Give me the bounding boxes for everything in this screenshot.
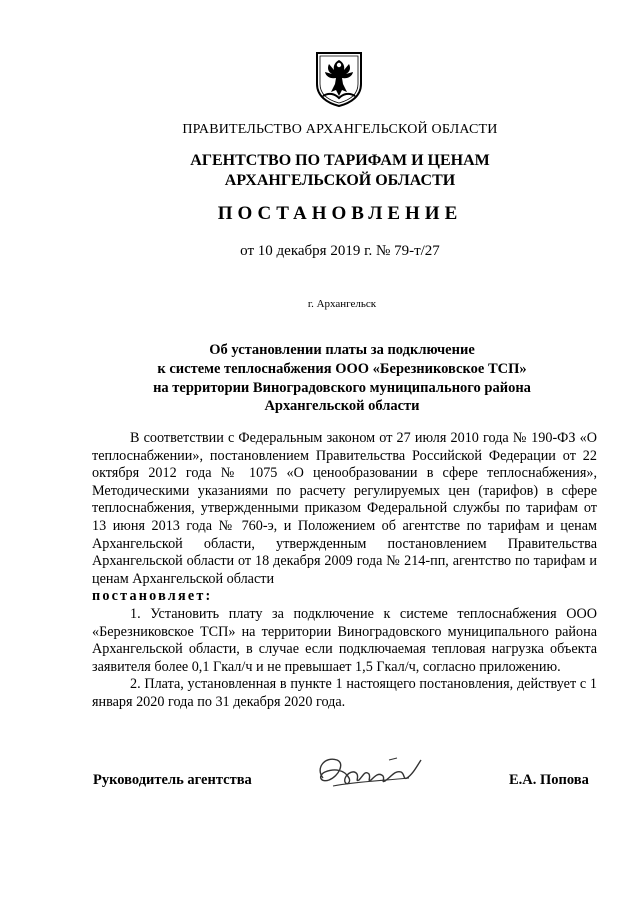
title-line2: к системе теплоснабжения ООО «Березниковское ТСП» (157, 360, 527, 377)
signer-title: Руководитель агентства (93, 772, 252, 788)
preamble-paragraph (92, 430, 597, 588)
document-title (22, 341, 640, 416)
item-2-paragraph: 2. Плата, установленная в пункте 1 настоящего постановления, действует с 1 января 2020 года по 31 декабря 2020 года. (92, 676, 597, 710)
title-line3: на территории Виноградовского муниципального района (153, 379, 531, 396)
arkhangelsk-coat-of-arms-icon (313, 50, 365, 108)
government-name: ПРАВИТЕЛЬСТВО АРХАНГЕЛЬСКОЙ ОБЛАСТИ (182, 122, 498, 137)
document-type: ПОСТАНОВЛЕНИЕ (217, 203, 463, 224)
signer-name: Е.А. Попова (509, 772, 589, 788)
preamble-text: В соответствии с Федеральным законом от 27 июля 2010 года № 190-ФЗ «О теплоснабжении», постановлением Правительства Российской Федерации от 22 октября 2012 года № 1075 «О ценообразовании в сфере теплоснабжения», Методическими указаниями по расчету регулируемых цен (тарифов) в сфере теплоснабжения, утвержденными приказом Федеральной службы по тарифам от 13 июня 2013 года № 760-э, и Положением об агентстве по тарифам и ценам Архангельской области, утвержденным постановлением Правительства Архангельской области от 18 декабря 2009 года № 214-пп, агентство по тарифам и ценам Архангельской области (92, 430, 597, 587)
resolves-paragraph (92, 588, 597, 606)
agency-name-line2: АРХАНГЕЛЬСКОЙ ОБЛАСТИ (224, 172, 456, 189)
agency-name-line1: АГЕНТСТВО ПО ТАРИФАМ И ЦЕНАМ (190, 152, 490, 169)
document-city: г. Архангельск (307, 298, 377, 310)
title-line1: Об установлении платы за подключение (209, 342, 475, 358)
document-date-number: от 10 декабря 2019 г. № 79-т/27 (240, 243, 440, 259)
item-1-paragraph: 1. Установить плату за подключение к системе теплоснабжения ООО «Березниковское ТСП» на территории Виноградовского муниципального района Архангельской области, в случае если подключаемая тепловая нагрузка объекта заявителя более 0,1 Гкал/ч и не превышает 1,5 Гкал/ч, согласно приложению. (92, 605, 597, 675)
document-body (92, 430, 597, 712)
title-line4: Архангельской области (264, 398, 420, 415)
resolves-word: постановляет: (92, 588, 213, 605)
handwritten-signature-icon (305, 748, 430, 798)
agency-name (20, 151, 640, 191)
